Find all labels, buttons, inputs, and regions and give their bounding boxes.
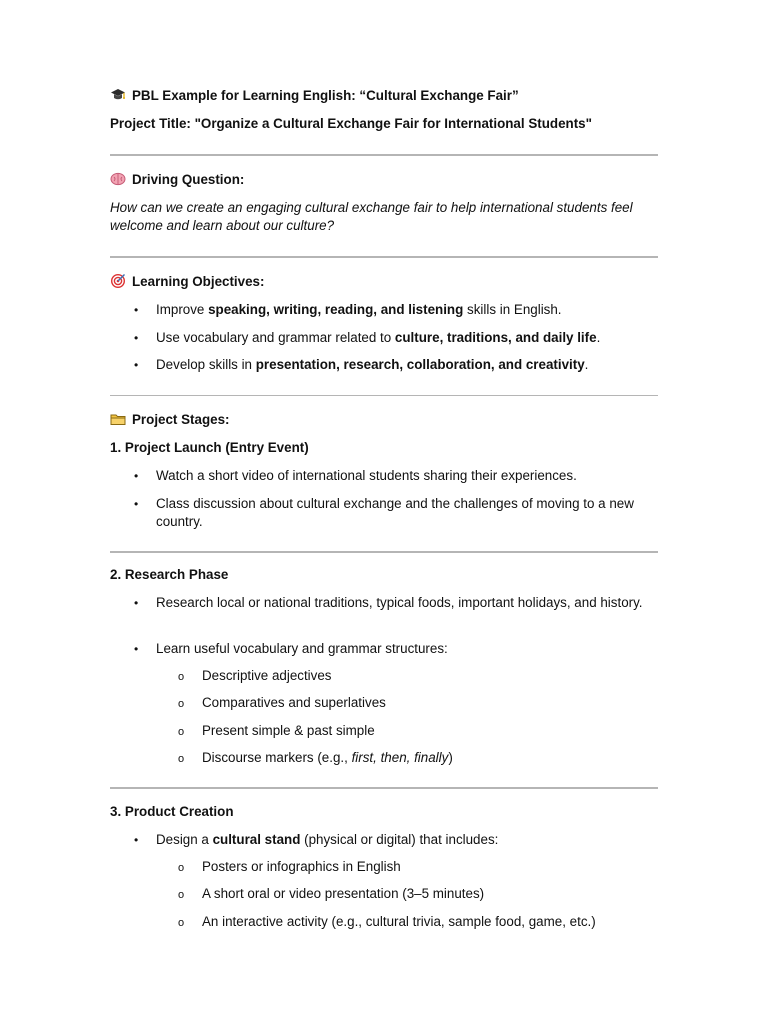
divider — [110, 551, 658, 553]
objective-text: Develop skills in — [156, 357, 256, 372]
research-subitem — [178, 749, 652, 767]
bullet: • — [134, 303, 139, 317]
bullet: o — [178, 671, 185, 683]
folder-icon — [110, 412, 126, 426]
product-item-text: Design a — [156, 832, 213, 847]
graduation-cap-icon — [110, 88, 126, 102]
objective-emphasis: speaking, writing, reading, and listening — [208, 302, 464, 317]
research-subitem — [178, 694, 652, 712]
bullet: o — [178, 753, 185, 765]
research-subitem-text: Present simple & past simple — [202, 723, 375, 738]
discourse-text: ) — [448, 750, 453, 765]
product-subitem — [178, 913, 652, 931]
driving-question-heading-text: Driving Question: — [132, 172, 245, 187]
product-subitem-text: A short oral or video presentation (3–5 minutes) — [202, 886, 485, 901]
divider — [110, 256, 658, 258]
driving-question-heading — [110, 172, 244, 187]
objectives-heading — [110, 274, 264, 289]
divider — [110, 154, 658, 156]
research-subitem-text: Descriptive adjectives — [202, 668, 332, 683]
launch-heading: 1. Project Launch (Entry Event) — [110, 440, 309, 455]
objective-text: . — [596, 330, 601, 345]
target-icon — [110, 274, 126, 288]
product-subitem — [178, 885, 652, 903]
objective-item — [134, 329, 656, 347]
research-subitem — [178, 667, 652, 685]
bullet: • — [134, 469, 139, 483]
launch-item-text: Watch a short video of international students sharing their experiences. — [156, 468, 577, 483]
research-item — [134, 640, 656, 658]
objectives-heading-text: Learning Objectives: — [132, 274, 265, 289]
objective-text: Use vocabulary and grammar related to — [156, 330, 395, 345]
launch-item — [134, 495, 656, 531]
brain-icon — [110, 172, 126, 186]
title-text: PBL Example for Learning English: “Cultural Exchange Fair” — [132, 88, 519, 103]
bullet: • — [134, 331, 139, 345]
project-title: Project Title: "Organize a Cultural Exchange Fair for International Students" — [110, 116, 592, 131]
research-item-text: Research local or national traditions, typical foods, important holidays, and history. — [156, 595, 643, 610]
bullet: • — [134, 497, 139, 511]
stages-heading — [110, 412, 230, 427]
objective-emphasis: culture, traditions, and daily life — [394, 330, 597, 345]
document-title — [110, 88, 519, 103]
objective-item — [134, 356, 656, 374]
objective-text: skills in English. — [463, 302, 562, 317]
objective-item — [134, 301, 656, 319]
product-heading: 3. Product Creation — [110, 804, 234, 819]
product-item-text: (physical or digital) that includes: — [300, 832, 499, 847]
bullet: • — [134, 596, 139, 610]
stages-heading-text: Project Stages: — [132, 412, 230, 427]
product-subitem-text: An interactive activity (e.g., cultural trivia, sample food, game, etc.) — [202, 914, 596, 929]
bullet: • — [134, 833, 139, 847]
bullet: o — [178, 889, 185, 901]
bullet: • — [134, 358, 139, 372]
divider — [110, 787, 658, 789]
bullet: o — [178, 698, 185, 710]
discourse-text: Discourse markers (e.g., — [202, 750, 352, 765]
research-subitem — [178, 722, 652, 740]
objective-emphasis: presentation, research, collaboration, and creativity — [255, 357, 585, 372]
research-item-text: Learn useful vocabulary and grammar structures: — [156, 641, 448, 656]
driving-question-text: How can we create an engaging cultural exchange fair to help international students feel welcome and learn about our culture? — [110, 200, 633, 233]
bullet: o — [178, 862, 185, 874]
launch-item-text: Class discussion about cultural exchange and the challenges of moving to a new country. — [156, 496, 634, 529]
bullet: o — [178, 917, 185, 929]
launch-item — [134, 467, 656, 485]
discourse-examples: first, then, finally — [351, 750, 449, 765]
divider — [110, 395, 658, 396]
product-subitem — [178, 858, 652, 876]
product-item — [134, 831, 656, 849]
product-item-emphasis: cultural stand — [212, 832, 301, 847]
objective-text: Improve — [156, 302, 209, 317]
research-item — [134, 594, 656, 612]
bullet: o — [178, 726, 185, 738]
research-heading: 2. Research Phase — [110, 567, 229, 582]
objective-text: . — [584, 357, 589, 372]
bullet: • — [134, 642, 139, 656]
product-subitem-text: Posters or infographics in English — [202, 859, 401, 874]
research-subitem-text: Comparatives and superlatives — [202, 695, 386, 710]
